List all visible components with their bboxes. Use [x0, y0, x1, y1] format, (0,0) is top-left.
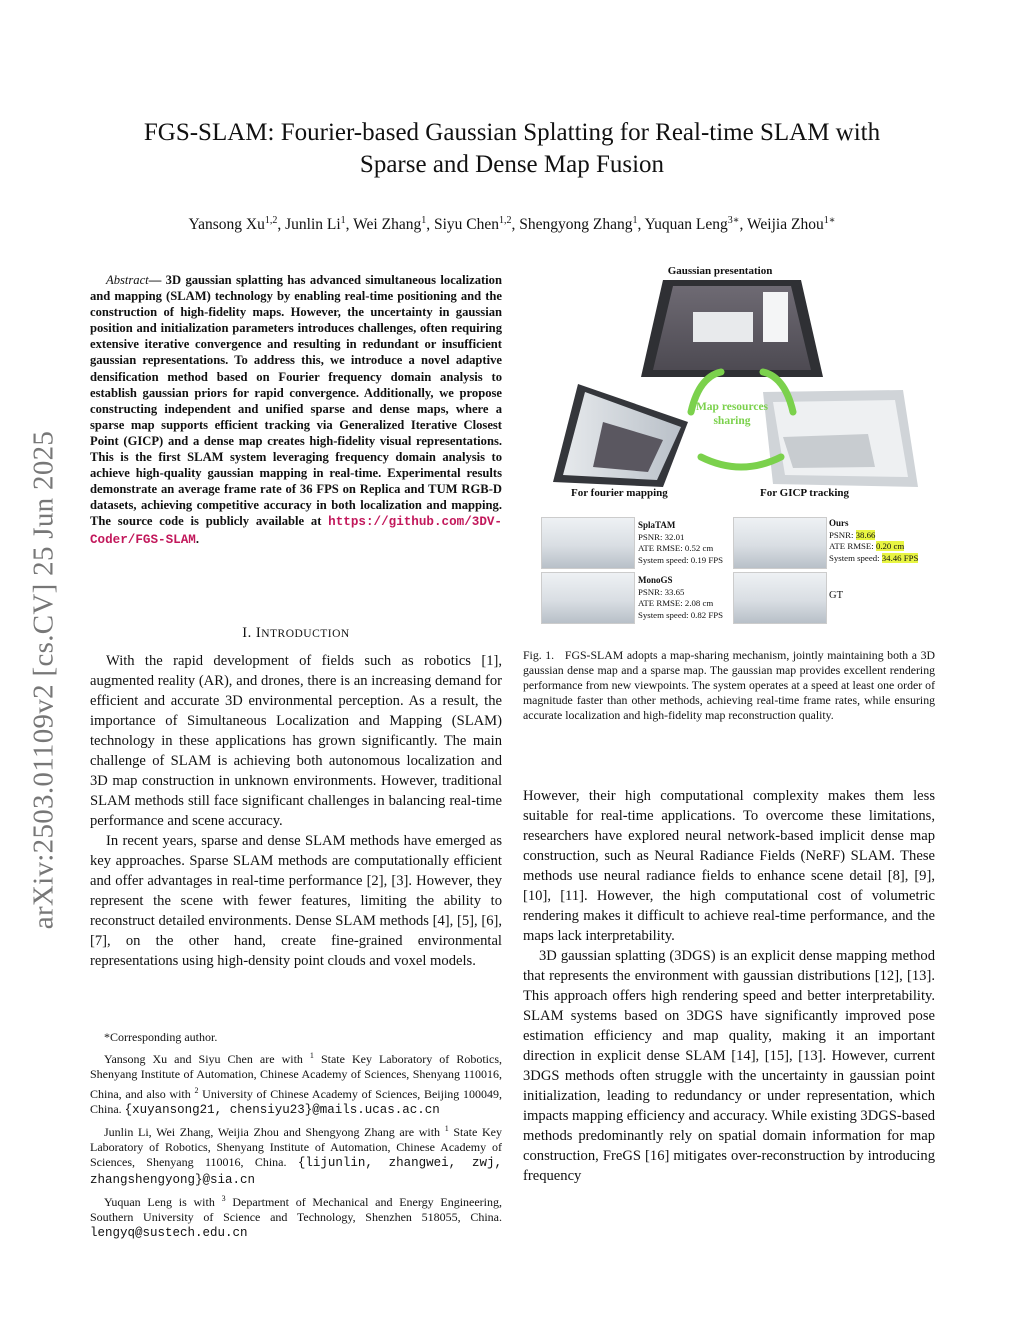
figure-illustration [523, 262, 935, 512]
author-affiliation: 1,2 [264, 215, 278, 226]
figure-1-caption [523, 648, 935, 723]
footnote-3 [90, 1191, 502, 1242]
footnote-2-text-b: State Key Laboratory of Robotics, Shenyang Institute of Automation, Chinese Academy of Sciences, Shenyang 110016, China. [90, 1125, 502, 1170]
section-heading-introduction [90, 625, 502, 642]
footnote-3-sup: 3 [221, 1193, 226, 1203]
center-label-1: Map resources [695, 401, 769, 413]
author-1 [189, 216, 278, 233]
splatam-ate: ATE RMSE: 0.52 cm [638, 543, 714, 553]
intro-paragraph-2: In recent years, sparse and dense SLAM methods have emerged as key approaches. Sparse SLAM methods are computationally efficient and offer advantages in real-time performance [2], [3]. However, they represent the scene with fewer features, limiting the ability to reconstruct detailed environments. Dense SLAM methods [4], [5], [6], [7], on the other hand, create fine-grained environmental representations using high-density point clouds and voxel models. [90, 833, 502, 969]
ours-ate-value: 0.20 cm [875, 541, 905, 551]
section-title-first: I [255, 625, 262, 641]
monogs-psnr: PSNR: 33.65 [638, 586, 685, 597]
footnote-1-text-a: Yansong Xu and Siyu Chen are with [104, 1052, 310, 1067]
figure-top-label: Gaussian presentation [667, 265, 773, 277]
monogs-ate: ATE RMSE: 2.08 cm [638, 598, 714, 608]
author-5 [519, 216, 637, 233]
splatam-render [541, 517, 635, 569]
paper-title [80, 117, 944, 181]
caption-text: FGS-SLAM adopts a map-sharing mechanism, jointly maintaining both a 3D gaussian dense map and a sparse map. The gaussian map provides excellent rendering performance from new viewpoints. The system operates at a speed at least one order of magnitude faster than other methods, achieving real-time frame rates, while ensuring accurate localization and high-fidelity map reconstruction quality. [523, 648, 935, 722]
author-affiliation: 1 [632, 215, 638, 226]
author-name: Weijia Zhou [747, 216, 824, 234]
caption-label: Fig. 1. [523, 648, 555, 662]
author-affiliation: 1 [421, 215, 427, 226]
gt-label: GT [829, 590, 843, 601]
splatam-name: SplaTAM [638, 520, 676, 530]
intro-paragraph-1: With the rapid development of fields such as robotics [1], augmented reality (AR), and drones, there is an increasing demand for efficient and accurate 3D environmental perception. As a result, the importance of Simultaneous Localization and Mapping (SLAM) technology in these applications has grown significantly. The main challenge of SLAM is achieving both autonomous localization and 3D map construction in unknown environments. However, traditional SLAM methods still face significant challenges in balancing real-time performance and scene accuracy. [90, 653, 502, 829]
abstract-label: Abstract [106, 273, 149, 287]
monogs-speed: System speed: 0.82 FPS [638, 609, 724, 620]
footnote-3-email[interactable]: lengyq@sustech.edu.cn [90, 1226, 248, 1241]
footnote-2-sup: 1 [444, 1124, 449, 1134]
abstract-dash: — [148, 273, 166, 287]
abstract-end: . [195, 531, 199, 546]
center-label-2: sharing [713, 415, 751, 427]
monogs-stats [638, 575, 723, 621]
right-room-render [763, 390, 918, 487]
footnote-1-sup-1: 1 [309, 1051, 314, 1061]
left-column-body [90, 651, 502, 971]
abstract [90, 272, 502, 548]
ours-psnr-value: 38.66 [855, 529, 876, 540]
author-name: Yansong Xu [188, 216, 265, 234]
author-4 [434, 216, 512, 233]
section-title-rest: NTRODUCTION [261, 628, 350, 640]
ours-psnr-label: PSNR: [829, 529, 856, 540]
footnotes [90, 1030, 502, 1244]
figure-left-label: For fourier mapping [571, 487, 668, 499]
footnote-2 [90, 1121, 502, 1188]
left-room-render [553, 384, 688, 487]
ours-speed-label: System speed: [829, 552, 882, 563]
ours-name: Ours [829, 518, 849, 528]
author-name: Wei Zhang [353, 216, 422, 234]
splatam-stats [638, 520, 723, 566]
abstract-text: 3D gaussian splatting has advanced simultaneous localization and mapping (SLAM) technology by enabling real-time positioning and the construction of high-fidelity maps. However, the uncertainty in gaussian position and initialization parameters introduces challenges, often requiring extensive iterative convergence and resulting in redundant or insufficient gaussian representations. To address this, we introduce a novel adaptive densification method based on Fourier frequency domain analysis to establish gaussian priors for rapid convergence. Additionally, we propose constructing independent and unified sparse and dense maps, where a sparse map supports efficient tracking via Generalized Iterative Closest Point (GICP) and a dense map creates high-fidelity visual representations. This is the first SLAM system leveraging frequency domain analysis to achieve high-quality gaussian mapping in real-time. Experimental results demonstrate an average frame rate of 36 FPS on Replica and TUM RGB-D datasets, achieving competitive accuracy in both localization and mapping. The source code is publicly available at [90, 273, 502, 529]
figure-1 [523, 262, 935, 642]
author-affiliation: 1∗ [823, 215, 836, 226]
splatam-speed: System speed: 0.19 FPS [638, 554, 724, 565]
footnote-1 [90, 1048, 502, 1118]
author-affiliation: 1 [340, 215, 346, 226]
author-name: Siyu Chen [433, 216, 499, 234]
intro-paragraph-3: However, their high computational complexity makes them less suitable for real-time applications. To overcome these limitations, researchers have explored neural network-based implicit dense map construction, such as Neural Radiance Fields (NeRF) SLAM. These methods use neural radiance fields to enhance scene detail [8], [9], [10], [11]. However, the high computational cost of volumetric rendering makes it difficult to achieve real-time performance, and the maps lack interpretability. [523, 788, 935, 944]
arxiv-stamp [14, 380, 74, 980]
footnote-1-sup-2: 2 [194, 1085, 199, 1095]
author-name: Yuquan Leng [644, 216, 728, 234]
footnote-2-text-a: Junlin Li, Wei Zhang, Weijia Zhou and Shengyong Zhang are with [104, 1125, 445, 1140]
monogs-render [541, 572, 635, 624]
footnote-1-text-b: State Key Laboratory of Robotics, Shenyang Institute of Automation, Chinese Academy of Sciences, Shenyang 110016, China, and also with [90, 1052, 502, 1101]
author-6 [645, 216, 740, 233]
figure-right-label: For GICP tracking [760, 487, 850, 499]
ours-speed-value: 34.46 FPS [881, 552, 919, 563]
footnote-corresponding: *Corresponding author. [104, 1030, 218, 1044]
footnote-1-email[interactable]: {xuyansong21, chensiyu23}@mails.ucas.ac.cn [124, 1102, 440, 1117]
author-name: Junlin Li [285, 216, 341, 234]
footnote-1-text-c: University of Chinese Academy of Sciences, Beijing 100049, China. [90, 1086, 502, 1116]
footnote-2-email[interactable]: {lijunlin, zhangwei, zwj, zhangshengyong}@sia.cn [90, 1156, 503, 1187]
ours-ate-label: ATE RMSE: [829, 541, 876, 551]
top-room-render [641, 280, 823, 377]
arxiv-id: arXiv:2503.01109v2 [cs.CV] 25 Jun 2025 [27, 430, 60, 930]
monogs-name: MonoGS [638, 575, 673, 585]
author-7 [747, 216, 835, 233]
gt-render [733, 572, 827, 624]
author-affiliation: 1,2 [499, 215, 512, 226]
right-column-body [523, 786, 935, 1186]
code-link[interactable]: https://github.com/3DV-Coder/FGS-SLAM [90, 515, 502, 547]
author-affiliation: 3∗ [727, 215, 740, 226]
section-number: I. [242, 625, 256, 641]
intro-paragraph-4: 3D gaussian splatting (3DGS) is an explicit dense mapping method that represents the environment with gaussian distributions [12], [13]. This approach offers high rendering speed and better interpretability. SLAM systems based on 3DGS have significantly improved pose estimation efficiency and map quality, making it an important direction in explicit dense SLAM [14], [15], [13]. However, current 3DGS methods often struggle with the uncertainty in gaussian point initialization, leading to redundancy or under representation, which impacts mapping efficiency and accuracy. While existing 3DGS-based methods predominantly rely on spatial domain information for map construction, FreGS [16] mitigates over-reconstruction by introducing frequency [523, 948, 935, 1184]
title-line-2: Sparse and Dense Map Fusion [359, 151, 665, 178]
ours-stats [829, 518, 918, 564]
author-name: Shengyong Zhang [519, 216, 633, 234]
author-list: Yansong Xu$^{1,2}$, Junlin Li$^1$, Wei Zhang$^1$, Siyu Chen$^{1,2}$, Shengyong Zhang$^1$, Yuquan Leng$^{3∗}$, Weijia Zhou$^{1∗}$ [188, 215, 836, 234]
footnote-3-text-a: Yuquan Leng is with [104, 1194, 222, 1209]
title-line-1: FGS-SLAM: Fourier-based Gaussian Splatting for Real-time SLAM with [143, 119, 881, 146]
footnote-3-text-b: Department of Mechanical and Energy Engineering, Southern University of Science and Technology, Shenzhen 518055, China. [90, 1194, 503, 1225]
author-3 [353, 216, 426, 233]
ours-render [733, 517, 827, 569]
splatam-psnr: PSNR: 32.01 [638, 531, 685, 542]
author-2 [285, 216, 346, 233]
